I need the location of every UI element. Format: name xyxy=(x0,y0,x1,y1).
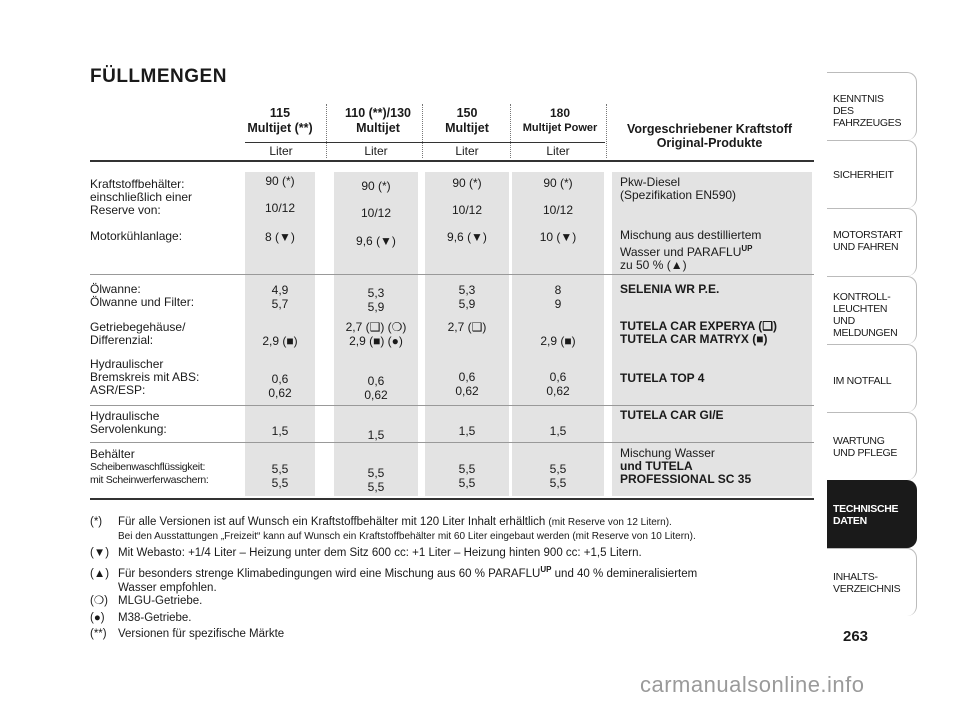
footnote-asterisk xyxy=(90,515,810,544)
unit-label: Liter xyxy=(269,144,293,158)
tab-label: LEUCHTEN xyxy=(833,303,888,315)
label-line: mit Scheinwerferwaschern: xyxy=(90,474,209,486)
cell-value: 5,5 xyxy=(549,462,567,476)
tab-label: TECHNISCHE xyxy=(833,503,899,515)
column-header-line1: 110 (**)/130 xyxy=(344,106,412,120)
cell-value: 90 (*) xyxy=(361,179,391,193)
page-number: 263 xyxy=(843,628,869,645)
footnote-symbol: (▲) xyxy=(90,567,110,580)
cell-bremse-150 xyxy=(425,370,509,398)
row-separator xyxy=(90,405,814,406)
column-divider xyxy=(326,104,328,158)
product-header: Vorgeschriebener Kraftstoff Original-Produkte xyxy=(626,122,793,150)
footnote-symbol: (●) xyxy=(90,612,105,624)
tab-label: VERZEICHNIS xyxy=(833,583,901,595)
label-line: ASR/ESP: xyxy=(90,383,146,397)
label-line: Hydraulischer xyxy=(90,357,164,371)
label-line: Reserve von: xyxy=(90,203,161,217)
cell-value: 5,3 xyxy=(367,286,385,300)
cell-waschanlage-115 xyxy=(245,462,315,490)
cell-value xyxy=(245,320,315,334)
cell-spacer xyxy=(512,190,604,203)
tab-label: UND MELDUNGEN xyxy=(833,315,898,339)
footnote-text: Für alle Versionen ist auf Wunsch ein Kraftstoffbehälter mit 120 Liter Inhalt erhältlich xyxy=(118,516,546,528)
cell-getriebe-180 xyxy=(512,320,604,348)
cell-value: 5,5 xyxy=(271,476,289,490)
footnote-text: M38-Getriebe. xyxy=(118,612,192,624)
cell-servo-150: 1,5 xyxy=(458,424,476,438)
cell-value: 8 xyxy=(554,283,562,297)
cell-kraftstoff-180 xyxy=(512,176,604,217)
cell-getriebe-115 xyxy=(245,320,315,348)
tab-label: KONTROLL- xyxy=(833,291,891,303)
row-separator xyxy=(90,442,814,443)
footnote-text: und 40 % demineralisiertem xyxy=(551,567,698,580)
tab-label: IM NOTFALL xyxy=(833,375,892,387)
footnote-text: Für besonders strenge Klimabedingungen wird eine Mischung aus 60 % PARAFLU xyxy=(118,567,541,580)
product-line: Mischung Wasser xyxy=(620,446,715,460)
cell-servo-115: 1,5 xyxy=(271,424,289,438)
footnote-mlgu xyxy=(90,594,810,608)
product-line: zu 50 % (▲) xyxy=(620,258,687,272)
footnote-markets xyxy=(90,627,810,641)
product-text: Wasser und PARAFLU xyxy=(620,245,742,259)
cell-waschanlage-180 xyxy=(512,462,604,490)
product-waschanlage xyxy=(620,447,820,486)
footnote-text: Mit Webasto: +1/4 Liter – Heizung unter dem Sitz 600 cc: +1 Liter – Heizung hinten 900 cc: +1,5 Litern. xyxy=(118,547,642,559)
cell-value: 0,6 xyxy=(271,372,289,386)
row-label-kraftstoff xyxy=(90,178,192,217)
cell-value: 4,9 xyxy=(271,283,289,297)
cell-value: 5,5 xyxy=(271,462,289,476)
footnote-webasto xyxy=(90,546,810,560)
footnote-text: Versionen für spezifische Märkte xyxy=(118,628,285,640)
cell-motorkuehl-130: 9,6 (▼) xyxy=(356,234,396,248)
column-header-line2: Multijet xyxy=(356,121,400,135)
product-line: TUTELA CAR EXPERYA (❑) xyxy=(620,319,777,333)
superscript: UP xyxy=(741,244,753,253)
footnote-text: MLGU-Getriebe. xyxy=(118,595,203,607)
label-line: Scheibenwaschflüssigkeit: xyxy=(90,461,206,473)
column-background xyxy=(425,172,509,496)
row-label-getriebe xyxy=(90,321,185,347)
cell-spacer xyxy=(425,190,509,203)
column-header-150 xyxy=(425,106,509,136)
tab-label: WARTUNG xyxy=(833,435,885,447)
cell-value: 2,7 (❑) xyxy=(447,320,487,334)
column-header-line1: 180 xyxy=(549,106,571,120)
column-header-line2: Multijet (**) xyxy=(247,121,313,135)
footnote-climate xyxy=(90,563,810,595)
label-line: einschließlich einer xyxy=(90,190,193,204)
cell-waschanlage-150 xyxy=(425,462,509,490)
footnote-text-line2: Bei den Ausstattungen „Freizeit“ kann auf Wunsch ein Kraftstoffbehälter mit 60 Liter eingebaut werden (mit Reserve von 10 Litern). xyxy=(118,531,696,542)
header-separator xyxy=(90,160,814,162)
tab-technische-daten[interactable] xyxy=(827,480,917,548)
page-title: FÜLLMENGEN xyxy=(90,66,227,87)
cell-motorkuehl-180: 10 (▼) xyxy=(539,230,577,244)
cell-value: 0,6 xyxy=(367,374,385,388)
label-line: Ölwanne: xyxy=(90,282,141,296)
product-line: TUTELA CAR MATRYX (■) xyxy=(620,332,768,346)
superscript: UP xyxy=(540,565,552,574)
cell-value: 2,9 (■) xyxy=(262,334,298,348)
cell-oelwanne-180 xyxy=(512,283,604,311)
column-divider xyxy=(510,104,512,158)
footnote-text-line2: Wasser empfohlen. xyxy=(118,581,217,594)
tab-kontrollleuchten[interactable] xyxy=(827,276,917,344)
cell-value: 2,9 (■) xyxy=(540,334,576,348)
column-divider xyxy=(422,104,424,158)
column-header-130 xyxy=(334,106,422,136)
tab-label: DATEN xyxy=(833,515,867,527)
column-header-line1: 115 xyxy=(269,106,291,120)
cell-value: 5,5 xyxy=(458,476,476,490)
product-motorkuehl xyxy=(620,229,820,272)
table-bottom-line xyxy=(90,498,814,500)
column-header-line2: Multijet xyxy=(445,121,489,135)
label-line: Servolenkung: xyxy=(90,422,167,436)
label-line: Getriebegehäuse/ xyxy=(90,320,186,334)
product-servo: TUTELA CAR GI/E xyxy=(620,408,724,422)
cell-spacer xyxy=(334,193,418,206)
unit-separator xyxy=(245,142,605,143)
footnote-symbol: (**) xyxy=(90,628,107,640)
label-line: Kraftstoffbehälter: xyxy=(90,177,185,191)
unit-label: Liter xyxy=(455,144,479,158)
label-line: Differenzial: xyxy=(90,333,154,347)
tab-label: UND FAHREN xyxy=(833,241,899,253)
tab-label: UND PFLEGE xyxy=(833,447,898,459)
cell-getriebe-130 xyxy=(334,320,418,348)
cell-waschanlage-130 xyxy=(334,466,418,494)
cell-value: 2,7 (❑) (❍) xyxy=(345,320,407,334)
cell-value: 9 xyxy=(554,297,562,311)
cell-servo-130: 1,5 xyxy=(367,428,385,442)
cell-value: 10/12 xyxy=(264,201,296,215)
column-header-180 xyxy=(512,106,608,136)
product-line: und TUTELA xyxy=(620,459,693,473)
label-line: Bremskreis mit ABS: xyxy=(90,370,200,384)
cell-value: 5,5 xyxy=(549,476,567,490)
cell-spacer xyxy=(245,188,315,201)
product-line xyxy=(620,242,820,259)
footnote-symbol: (❍) xyxy=(90,595,108,607)
product-line: Mischung aus destilliertem xyxy=(620,228,762,242)
cell-value: 0,62 xyxy=(455,384,479,398)
tab-label: SICHERHEIT xyxy=(833,169,894,181)
cell-motorkuehl-115: 8 (▼) xyxy=(265,230,295,244)
cell-value: 0,62 xyxy=(546,384,570,398)
unit-label: Liter xyxy=(546,144,570,158)
cell-value: 5,9 xyxy=(367,300,385,314)
cell-value: 0,62 xyxy=(364,388,388,402)
column-header-115 xyxy=(245,106,315,136)
column-divider xyxy=(606,104,608,158)
product-kraftstoff xyxy=(620,176,820,202)
product-line: (Spezifikation EN590) xyxy=(620,188,737,202)
footnote-symbol: (*) xyxy=(90,516,103,528)
tab-im-notfall[interactable] xyxy=(827,344,917,412)
tab-label: DES FAHRZEUGES xyxy=(833,105,902,129)
cell-oelwanne-150 xyxy=(425,283,509,311)
tab-inhaltsverzeichnis[interactable] xyxy=(827,548,917,616)
cell-value: 0,6 xyxy=(549,370,567,384)
cell-servo-180: 1,5 xyxy=(549,424,567,438)
footnote-text-small: (mit Reserve von 12 Litern). xyxy=(548,517,672,528)
cell-value: 5,9 xyxy=(458,297,476,311)
row-label-servo xyxy=(90,410,167,436)
cell-motorkuehl-150: 9,6 (▼) xyxy=(447,230,487,244)
cell-oelwanne-130 xyxy=(334,286,418,314)
cell-value: 2,9 (■) (●) xyxy=(349,334,403,348)
cell-value: 10/12 xyxy=(542,203,574,217)
row-label-waschanlage xyxy=(90,448,209,487)
row-label-motorkuehl: Motorkühlanlage: xyxy=(90,229,183,243)
cell-value: 0,62 xyxy=(268,386,292,400)
cell-bremse-130 xyxy=(334,374,418,402)
row-separator xyxy=(90,274,814,275)
cell-value: 10/12 xyxy=(360,206,392,220)
footnote-symbol: (▼) xyxy=(90,547,110,559)
cell-value: 5,3 xyxy=(458,283,476,297)
cell-kraftstoff-130 xyxy=(334,179,418,220)
tab-wartung[interactable] xyxy=(827,412,917,480)
tab-kenntnis[interactable] xyxy=(827,72,917,140)
footnote-m38 xyxy=(90,611,810,625)
tab-label: INHALTS- xyxy=(833,571,878,583)
label-line: Hydraulische xyxy=(90,409,160,423)
product-oelwanne: SELENIA WR P.E. xyxy=(620,282,720,296)
row-label-oelwanne xyxy=(90,283,194,309)
cell-value: 5,5 xyxy=(367,466,385,480)
cell-kraftstoff-115 xyxy=(245,174,315,215)
tab-label: KENNTNIS xyxy=(833,93,884,105)
cell-value: 90 (*) xyxy=(452,176,482,190)
watermark: carmanualsonline.info xyxy=(640,672,865,697)
cell-value: 10/12 xyxy=(451,203,483,217)
row-label-bremse xyxy=(90,358,199,397)
tab-sicherheit[interactable] xyxy=(827,140,917,208)
cell-bremse-115 xyxy=(245,372,315,400)
product-bremse: TUTELA TOP 4 xyxy=(620,371,705,385)
cell-oelwanne-115 xyxy=(245,283,315,311)
column-header-line1: 150 xyxy=(456,106,478,120)
product-line: Pkw-Diesel xyxy=(620,175,681,189)
unit-label: Liter xyxy=(364,144,388,158)
cell-value: 5,7 xyxy=(271,297,289,311)
cell-value: 5,5 xyxy=(367,480,385,494)
column-header-line2: Multijet Power xyxy=(522,122,598,134)
tab-label: MOTORSTART xyxy=(833,229,903,241)
cell-value: 5,5 xyxy=(458,462,476,476)
cell-value: 0,6 xyxy=(458,370,476,384)
label-line: Ölwanne und Filter: xyxy=(90,295,195,309)
cell-value: 90 (*) xyxy=(543,176,573,190)
product-line: PROFESSIONAL SC 35 xyxy=(620,472,752,486)
cell-getriebe-150 xyxy=(425,320,509,334)
cell-kraftstoff-150 xyxy=(425,176,509,217)
cell-value: 90 (*) xyxy=(265,174,295,188)
label-line: Behälter xyxy=(90,447,135,461)
tab-motorstart[interactable] xyxy=(827,208,917,276)
cell-bremse-180 xyxy=(512,370,604,398)
product-getriebe xyxy=(620,320,820,346)
cell-value xyxy=(512,320,604,334)
